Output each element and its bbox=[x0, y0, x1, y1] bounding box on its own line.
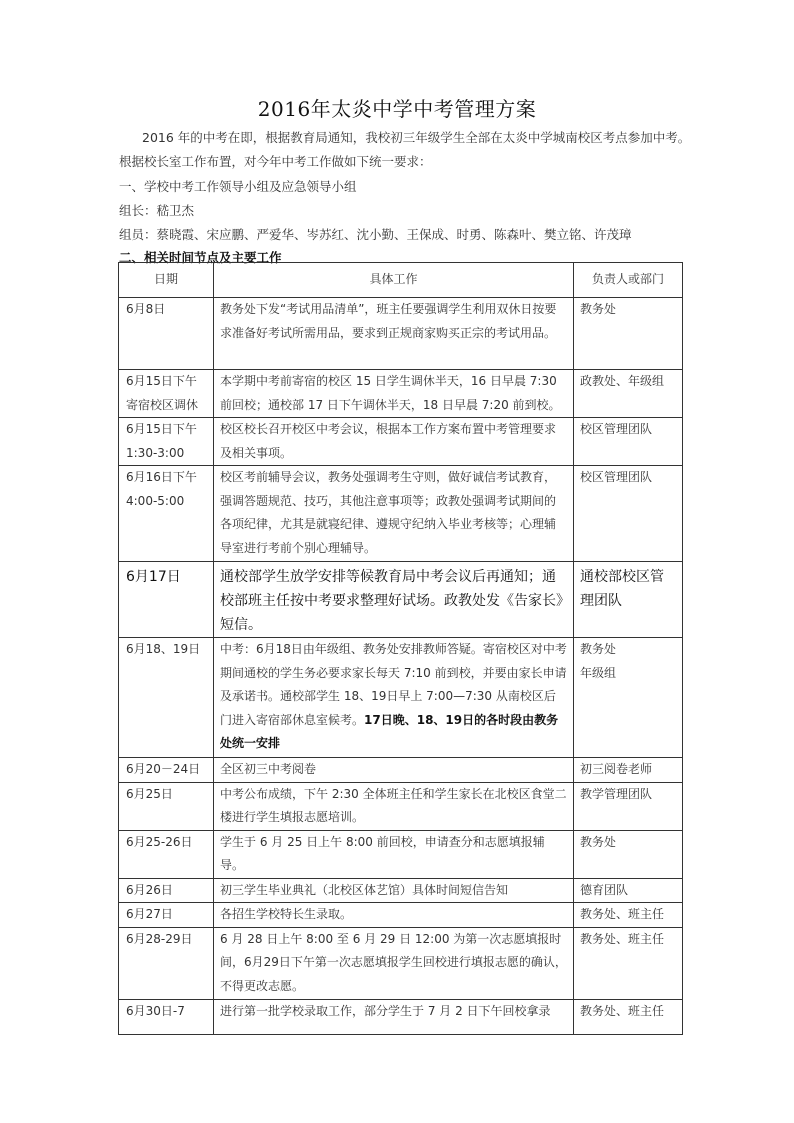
row-work: 教务处下发“考试用品清单”，班主任要强调学生利用双休日按要求准备好考试所需用品，要求到正规商家购买正宗的考试用品。 bbox=[214, 298, 574, 370]
header-owner: 负责人或部门 bbox=[574, 263, 683, 298]
table-header-row bbox=[119, 263, 683, 298]
row-date: 6月26日 bbox=[119, 878, 214, 903]
table-row bbox=[119, 999, 683, 1034]
row-owner: 教务处、班主任 bbox=[574, 903, 683, 928]
row-work bbox=[214, 638, 574, 758]
table-row bbox=[119, 830, 683, 878]
row-owner: 教务处、班主任 bbox=[574, 927, 683, 999]
row-date: 6月30日-7 bbox=[119, 999, 214, 1034]
schedule-table bbox=[118, 262, 683, 1035]
row-work: 6 月 28 日上午 8:00 至 6 月 29 日 12:00 为第一次志愿填报时间，6月29日下午第一次志愿填报学生回校进行填报志愿的确认，不得更改志愿。 bbox=[214, 927, 574, 999]
intro-line-2: 根据校长室工作布置，对今年中考工作做如下统一要求： bbox=[119, 154, 432, 169]
table-row bbox=[119, 927, 683, 999]
header-date: 日期 bbox=[119, 263, 214, 298]
row-date: 6月25日 bbox=[119, 782, 214, 830]
table-row bbox=[119, 562, 683, 638]
row-work-text: 中考：6月18日由年级组、教务处安排教师答疑。寄宿校区对中考期间通校的学生务必要求家长每天 7:10 前到校，并要由家长申请及承诺书。通校部学生 18、19日早上 7:00—7:30 从南校区后门进入寄宿部休息室候考。 bbox=[220, 642, 567, 727]
table-row bbox=[119, 370, 683, 418]
table-row bbox=[119, 298, 683, 370]
row-owner: 德育团队 bbox=[574, 878, 683, 903]
row-date: 6月17日 bbox=[119, 562, 214, 638]
row-work: 学生于 6 月 25 日上午 8:00 前回校，申请查分和志愿填报辅导。 bbox=[214, 830, 574, 878]
table-row bbox=[119, 418, 683, 466]
row-work: 进行第一批学校录取工作，部分学生于 7 月 2 日下午回校拿录 bbox=[214, 999, 574, 1034]
row-owner: 政教处、年级组 bbox=[574, 370, 683, 418]
table-row bbox=[119, 758, 683, 783]
row-owner: 校区管理团队 bbox=[574, 466, 683, 562]
table-row bbox=[119, 903, 683, 928]
row-owner: 教务处、班主任 bbox=[574, 999, 683, 1034]
row-date: 6月18、19日 bbox=[119, 638, 214, 758]
row-owner: 通校部校区管理团队 bbox=[574, 562, 683, 638]
row-owner: 教务处 bbox=[574, 298, 683, 370]
row-work: 校区考前辅导会议，教务处强调考生守则，做好诚信考试教育，强调答题规范、技巧，其他注意事项等；政教处强调考试期间的各项纪律，尤其是就寝纪律、遵规守纪纳入毕业考核等；心理辅导室进行考前个别心理辅导。 bbox=[214, 466, 574, 562]
table-row bbox=[119, 878, 683, 903]
row-owner: 教务处 bbox=[574, 830, 683, 878]
row-date: 6月16日下午4:00-5:00 bbox=[119, 466, 214, 562]
row-date: 6月25-26日 bbox=[119, 830, 214, 878]
row-date: 6月8日 bbox=[119, 298, 214, 370]
header-work: 具体工作 bbox=[214, 263, 574, 298]
row-date: 6月27日 bbox=[119, 903, 214, 928]
row-date: 6月20－24日 bbox=[119, 758, 214, 783]
section-1-heading: 一、学校中考工作领导小组及应急领导小组 bbox=[119, 179, 357, 194]
row-date: 6月15日下午寄宿校区调休 bbox=[119, 370, 214, 418]
row-work: 全区初三中考阅卷 bbox=[214, 758, 574, 783]
row-owner: 校区管理团队 bbox=[574, 418, 683, 466]
group-leader: 组长：嵇卫杰 bbox=[119, 203, 195, 218]
section-2-heading: 二、相关时间节点及主要工作 bbox=[119, 250, 282, 265]
row-work: 各招生学校特长生录取。 bbox=[214, 903, 574, 928]
row-owner: 教学管理团队 bbox=[574, 782, 683, 830]
group-members: 组员：蔡晓霞、宋应鹏、严爱华、岑苏红、沈小勤、王保成、时勇、陈森叶、樊立铭、许茂璋 bbox=[119, 227, 632, 242]
row-owner: 教务处 年级组 bbox=[574, 638, 683, 758]
row-work: 校区校长召开校区中考会议，根据本工作方案布置中考管理要求及相关事项。 bbox=[214, 418, 574, 466]
row-work: 中考公布成绩，下午 2:30 全体班主任和学生家长在北校区食堂二楼进行学生填报志愿培训。 bbox=[214, 782, 574, 830]
row-date: 6月15日下午1:30-3:00 bbox=[119, 418, 214, 466]
document-title: 2016年太炎中学中考管理方案 bbox=[257, 97, 537, 121]
row-work: 通校部学生放学安排等候教育局中考会议后再通知；通校部班主任按中考要求整理好试场。政教处发《告家长》短信。 bbox=[214, 562, 574, 638]
intro-line-1: 2016 年的中考在即，根据教育局通知，我校初三年级学生全部在太炎中学城南校区考点参加中考。 bbox=[142, 130, 691, 145]
table-row bbox=[119, 782, 683, 830]
row-date: 6月28-29日 bbox=[119, 927, 214, 999]
table-row bbox=[119, 638, 683, 758]
row-owner: 初三阅卷老师 bbox=[574, 758, 683, 783]
table-row bbox=[119, 466, 683, 562]
row-work: 本学期中考前寄宿的校区 15 日学生调休半天，16 日早晨 7:30 前回校；通校部 17 日下午调休半天，18 日早晨 7:20 前到校。 bbox=[214, 370, 574, 418]
row-work: 初三学生毕业典礼（北校区体艺馆）具体时间短信告知 bbox=[214, 878, 574, 903]
row-work-bold-text: 17日晚、18、19日的各时段由教务处统一安排 bbox=[220, 712, 559, 750]
